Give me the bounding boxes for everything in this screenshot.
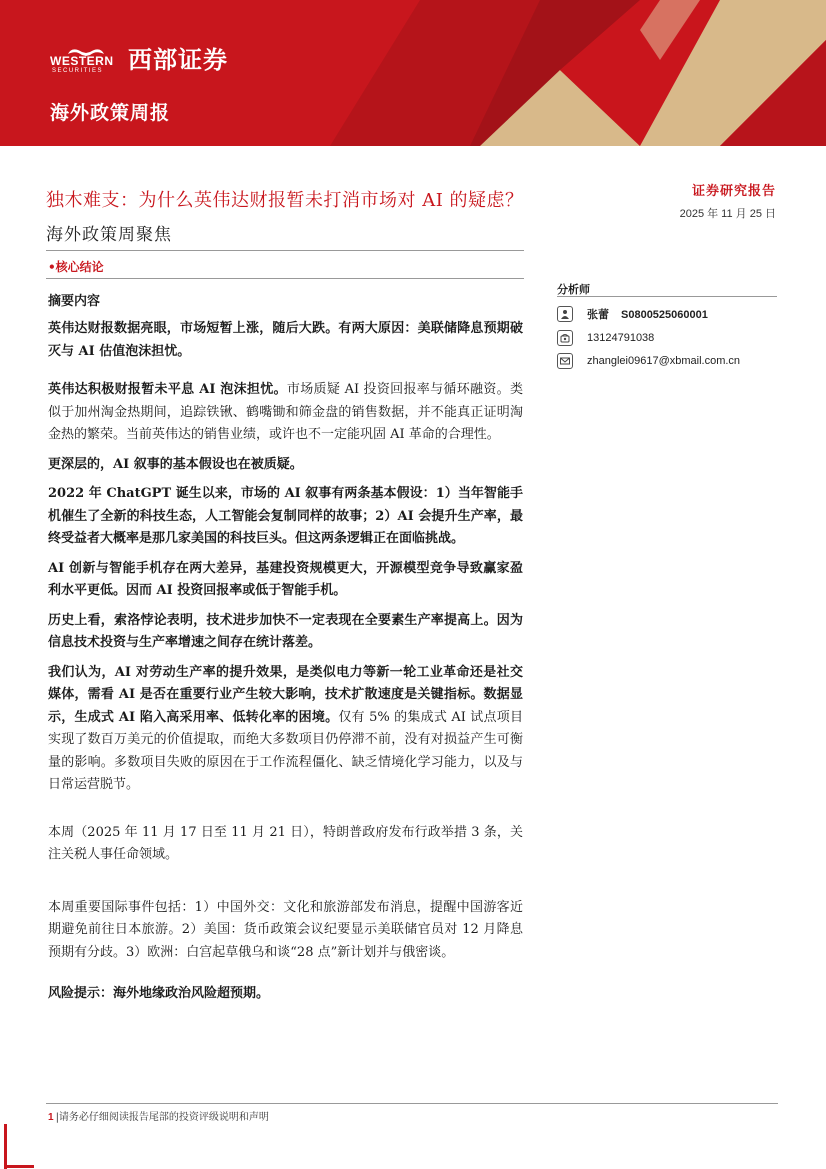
paragraph-bold-text: 2022 年 ChatGPT 诞生以来，市场的 AI 叙事有两条基本假设：1）当年智能手机催生了全新的科技生态，人工智能会复制同样的故事；2）AI 会提升生产率，最终受益者大概率是那几家美国的科技巨头。但这两条逻辑正在面临挑战。	[48, 486, 523, 546]
person-icon	[557, 306, 573, 322]
corner-mark	[4, 1165, 34, 1168]
report-type-label: 证券研究报告	[691, 184, 776, 199]
main-title: 独木难支：为什么英伟达财报暂未打消市场对 AI 的疑虑？	[46, 190, 524, 211]
paragraph-bold-text: 我们认为，AI 对劳动生产率的提升效果，是类似电力等新一轮工业革命还是社交媒体，需看 AI 是否在重要行业产生较大影响，技术扩散速度是关键指标。数据显示，生成式 AI 陷入高采用率、低转化率的困境。	[48, 664, 523, 725]
report-series-title: 海外政策周报	[50, 102, 171, 124]
summary-paragraph	[48, 318, 523, 363]
analyst-heading: 分析师	[557, 283, 590, 296]
header-banner	[0, 0, 826, 146]
summary-paragraph	[48, 558, 523, 603]
analyst-name-cert	[587, 306, 708, 322]
analyst-email-row[interactable]	[557, 353, 740, 369]
phone-icon	[557, 330, 573, 346]
logo-en-line2: SECURITIES	[52, 68, 104, 74]
logo-english	[50, 44, 124, 74]
divider	[557, 296, 777, 297]
analyst-name: 张蕾	[587, 308, 609, 321]
logo-en-line1: WESTERN	[50, 54, 114, 68]
report-body	[48, 290, 523, 1001]
paragraph-text: 市场质疑 AI 投资回报率与循环融资。类似于加州淘金热期间，追踪铁锹、鹤嘴锄和筛金盘的销售数据，并不能真正证明淘金热的繁荣。当前英伟达的销售业绩，或许也不一定能巩固 AI 革命的合理性。	[48, 382, 523, 442]
analyst-name-row	[557, 306, 708, 322]
summary-paragraph	[48, 379, 523, 447]
corner-mark	[4, 1124, 7, 1169]
analyst-email[interactable]: zhanglei09617@xbmail.com.cn	[587, 355, 741, 367]
paragraph-bold-text: 历史上看，索洛悖论表明，技术进步加快不一定表现在全要素生产率提高上。因为信息技术投资与生产率增速之间存在统计落差。	[48, 612, 523, 650]
paragraph-text: 仅有 5% 的集成式 AI 试点项目实现了数百万美元的价值提取，而绝大多数项目仍停滞不前，没有对损益产生可衡量的影响。多数项目失败的原因在于工作流程僵化、缺乏情境化学习能力，以及与日常运营脱节。	[48, 709, 523, 792]
mail-icon	[557, 353, 573, 369]
summary-paragraph	[48, 822, 523, 867]
logo-chinese: 西部证券	[128, 46, 228, 74]
divider	[46, 278, 524, 279]
summary-paragraph	[48, 897, 523, 965]
core-conclusion-label: •核心结论	[48, 260, 104, 274]
page-number: 1	[48, 1112, 54, 1123]
paragraph-bold-text: 更深层的，AI 叙事的基本假设也在被质疑。	[48, 456, 303, 472]
summary-paragraph	[48, 454, 523, 477]
company-logo	[50, 44, 228, 74]
summary-paragraph	[48, 662, 523, 797]
divider	[46, 250, 524, 251]
paragraph-bold-text: 英伟达财报数据亮眼，市场短暂上涨，随后大跌。有两大原因：美联储降息预期破灭与 AI 估值泡沫担忧。	[48, 321, 523, 359]
disclaimer-text: |请务必仔细阅读报告尾部的投资评级说明和声明	[55, 1112, 269, 1123]
analyst-cert: S0800525060001	[621, 309, 708, 321]
footer-disclaimer	[48, 1108, 269, 1123]
paragraph-bold-text: 英伟达积极财报暂未平息 AI 泡沫担忧。	[48, 382, 287, 397]
summary-heading: 摘要内容	[48, 294, 101, 309]
subtitle: 海外政策周聚焦	[46, 225, 172, 245]
summary-paragraph	[48, 610, 523, 655]
summary-paragraph	[48, 483, 523, 551]
paragraph-text: 本周（2025 年 11 月 17 日至 11 月 21 日），特朗普政府发布行政举措 3 条，关注关税人事任命领域。	[48, 824, 523, 862]
analyst-phone: 13124791038	[587, 332, 655, 344]
paragraph-bold-text: AI 创新与智能手机存在两大差异，基建投资规模更大，开源模型竞争导致赢家盈利水平更低。因而 AI 投资回报率或低于智能手机。	[48, 560, 523, 598]
risk-warning: 风险提示：海外地缘政治风险超预期。	[48, 986, 270, 1001]
analyst-phone-row	[557, 330, 654, 346]
divider	[46, 1103, 778, 1104]
paragraph-text: 本周重要国际事件包括：1）中国外交：文化和旅游部发布消息，提醒中国游客近期避免前往日本旅游。2）美国：货币政策会议纪要显示美联储官员对 12 月降息预期有分歧。3）欧洲：白宫起草俄乌和谈“28 点”新计划并与俄密谈。	[48, 899, 524, 960]
report-date: 2025 年 11 月 25 日	[679, 208, 776, 220]
